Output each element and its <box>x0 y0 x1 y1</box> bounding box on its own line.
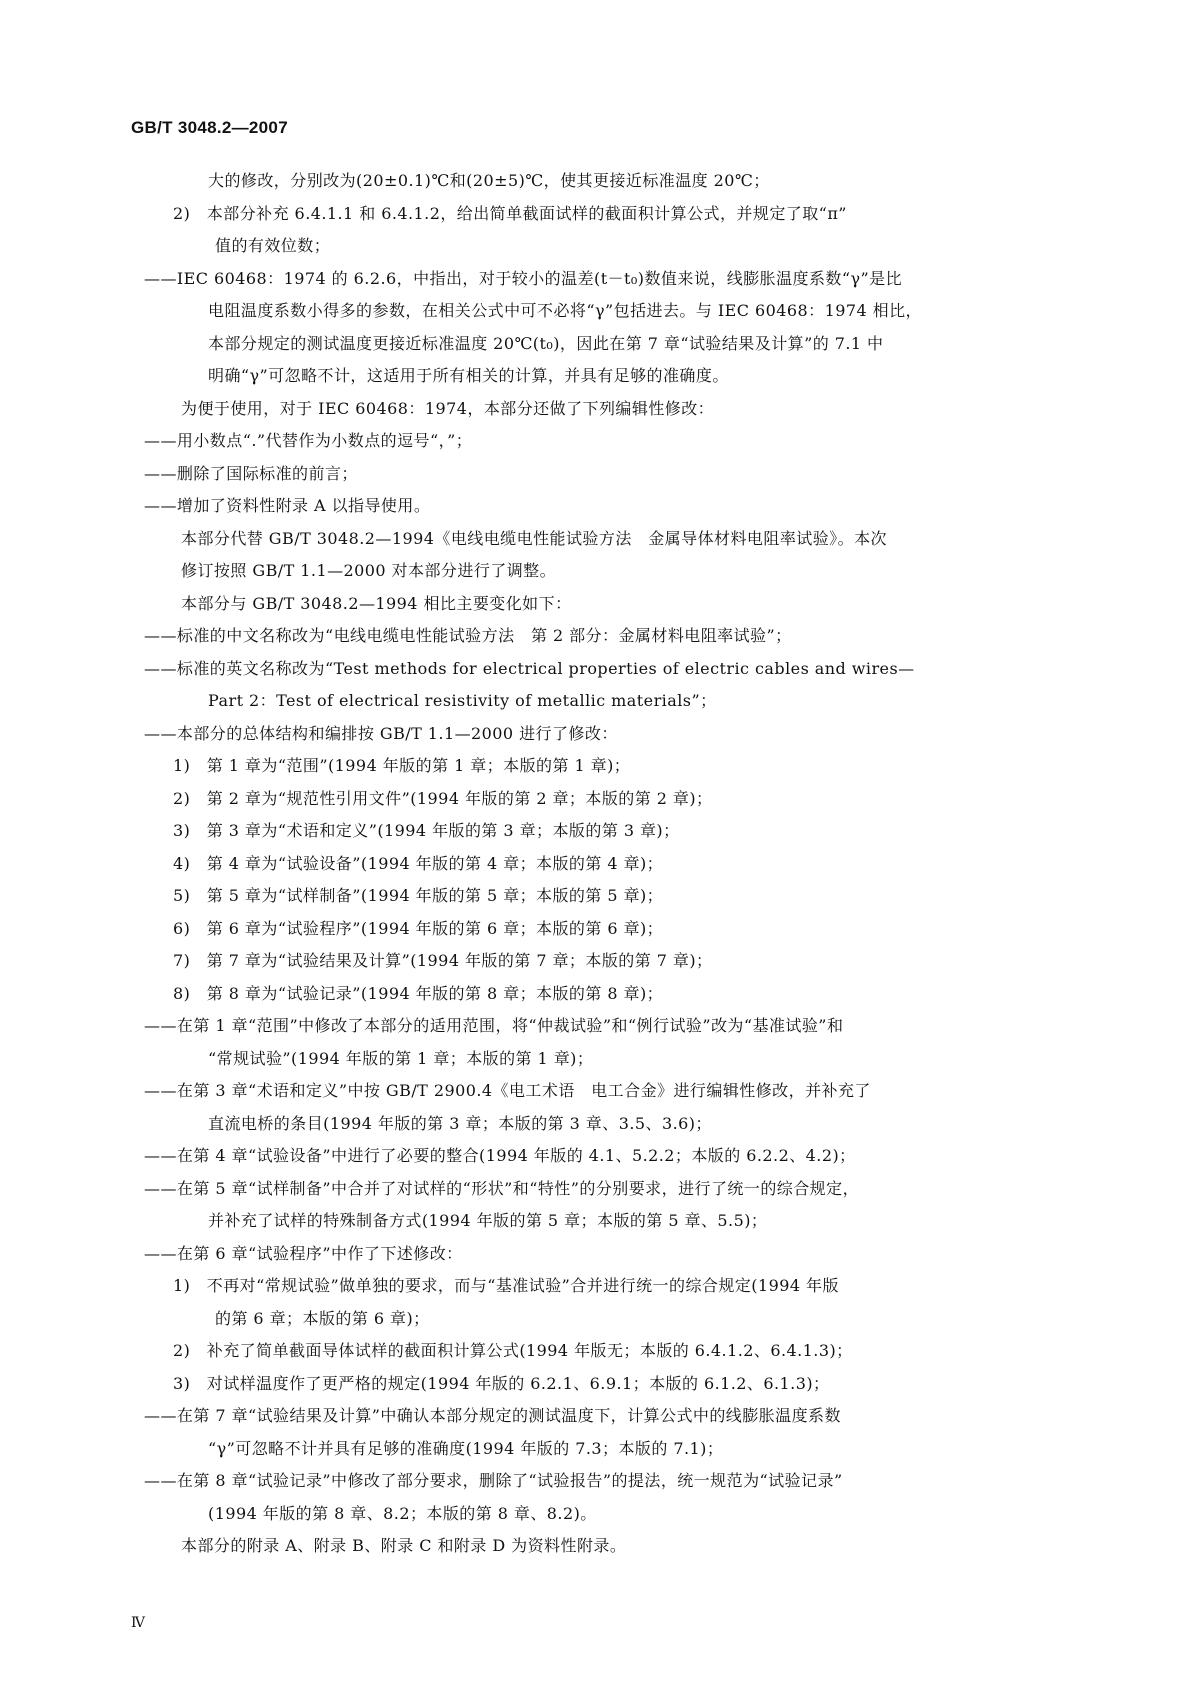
text-line: 直流电桥的条目(1994 年版的第 3 章；本版的第 3 章、3.5、3.6)； <box>208 1113 712 1133</box>
standard-code-header: GB/T 3048.2—2007 <box>131 118 288 137</box>
text-line: (1994 年版的第 8 章、8.2；本版的第 8 章、8.2)。 <box>208 1503 597 1523</box>
text-line: ——在第 8 章“试验记录”中修改了部分要求，删除了“试验报告”的提法，统一规范为“试验记录” <box>144 1471 843 1490</box>
text-line: ——用小数点“.”代替作为小数点的逗号“，”； <box>144 431 473 450</box>
text-line: 4) 第 4 章为“试验设备”(1994 年版的第 4 章；本版的第 4 章)； <box>173 853 664 873</box>
text-line: 1) 不再对“常规试验”做单独的要求，而与“基准试验”合并进行统一的综合规定(1994 年版 <box>173 1276 839 1295</box>
text-line: ——在第 3 章“术语和定义”中按 GB/T 2900.4《电工术语 电工合金》进行编辑性修改，并补充了 <box>144 1081 871 1100</box>
text-line: “常规试验”(1994 年版的第 1 章；本版的第 1 章)； <box>208 1048 594 1068</box>
text-line: ——本部分的总体结构和编排按 GB/T 1.1—2000 进行了修改： <box>144 723 618 743</box>
text-line: ——在第 6 章“试验程序”中作了下述修改： <box>144 1243 463 1263</box>
text-line: 2) 第 2 章为“规范性引用文件”(1994 年版的第 2 章；本版的第 2 章)； <box>173 788 713 808</box>
document-body <box>0 165 1191 1563</box>
text-line: 值的有效位数； <box>215 236 331 255</box>
text-line: 并补充了试样的特殊制备方式(1994 年版的第 5 章；本版的第 5 章、5.5)； <box>208 1211 768 1230</box>
text-line: 本部分规定的测试温度更接近标准温度 20℃(t₀)，因此在第 7 章“试验结果及计算”的 7.1 中 <box>208 333 884 353</box>
text-line: 大的修改，分别改为(20±0.1)℃和(20±5)℃，使其更接近标准温度 20℃； <box>208 171 770 190</box>
text-line: ——增加了资料性附录 A 以指导使用。 <box>144 496 431 515</box>
text-line: 7) 第 7 章为“试验结果及计算”(1994 年版的第 7 章；本版的第 7 章)； <box>173 951 713 970</box>
text-line: 1) 第 1 章为“范围”(1994 年版的第 1 章；本版的第 1 章)； <box>173 756 631 775</box>
text-line: 为便于使用，对于 IEC 60468：1974，本部分还做了下列编辑性修改： <box>181 398 715 418</box>
text-line: 5) 第 5 章为“试样制备”(1994 年版的第 5 章；本版的第 5 章)； <box>173 886 664 905</box>
text-line: 电阻温度系数小得多的参数，在相关公式中可不必将“γ”包括进去。与 IEC 60468：1974 相比， <box>208 301 922 320</box>
text-line: 本部分代替 GB/T 3048.2—1994《电线电缆电性能试验方法 金属导体材料电阻率试验》。本次 <box>181 528 887 548</box>
text-line: 3) 第 3 章为“术语和定义”(1994 年版的第 3 章；本版的第 3 章)； <box>173 821 680 840</box>
text-line: ——在第 4 章“试验设备”中进行了必要的整合(1994 年版的 4.1、5.2.2；本版的 6.2.2、4.2)； <box>144 1146 856 1165</box>
text-line: ——标准的英文名称改为“Test methods for electrical properties of electric cables and wires— <box>144 658 915 678</box>
text-line: ——IEC 60468：1974 的 6.2.6，中指出，对于较小的温差(t－t₀)数值来说，线膨胀温度系数“γ”是比 <box>144 268 903 288</box>
text-line: 的第 6 章；本版的第 6 章)； <box>215 1308 430 1328</box>
text-line: 修订按照 GB/T 1.1—2000 对本部分进行了调整。 <box>181 561 557 580</box>
text-line: 2) 补充了简单截面导体试样的截面积计算公式(1994 年版无；本版的 6.4.1.2、6.4.1.3)； <box>173 1341 853 1360</box>
text-line: ——删除了国际标准的前言； <box>144 463 358 483</box>
text-line: 2) 本部分补充 6.4.1.1 和 6.4.1.2，给出简单截面试样的截面积计算公式，并规定了取“π” <box>173 203 847 223</box>
text-line: ——在第 5 章“试样制备”中合并了对试样的“形状”和“特性”的分别要求，进行了统一的综合规定， <box>144 1178 860 1198</box>
text-line: Part 2：Test of electrical resistivity of metallic materials”； <box>208 691 717 710</box>
text-line: ——在第 1 章“范围”中修改了本部分的适用范围，将“仲裁试验”和“例行试验”改为“基准试验”和 <box>144 1016 844 1035</box>
text-line: 本部分与 GB/T 3048.2—1994 相比主要变化如下： <box>181 593 572 613</box>
text-line: 8) 第 8 章为“试验记录”(1994 年版的第 8 章；本版的第 8 章)； <box>173 983 664 1003</box>
text-line: “γ”可忽略不计并具有足够的准确度(1994 年版的 7.3；本版的 7.1)； <box>208 1438 724 1458</box>
page-number: Ⅳ <box>131 1615 145 1631</box>
text-line: ——标准的中文名称改为“电线电缆电性能试验方法 第 2 部分：金属材料电阻率试验”； <box>144 626 792 645</box>
text-line: ——在第 7 章“试验结果及计算”中确认本部分规定的测试温度下，计算公式中的线膨胀温度系数 <box>144 1406 841 1425</box>
text-line: 本部分的附录 A、附录 B、附录 C 和附录 D 为资料性附录。 <box>181 1536 627 1555</box>
text-line: 6) 第 6 章为“试验程序”(1994 年版的第 6 章；本版的第 6 章)； <box>173 918 664 938</box>
text-line: 明确“γ”可忽略不计，这适用于所有相关的计算，并具有足够的准确度。 <box>208 366 729 385</box>
text-line: 3) 对试样温度作了更严格的规定(1994 年版的 6.2.1、6.9.1；本版的 6.1.2、6.1.3)； <box>173 1373 830 1393</box>
